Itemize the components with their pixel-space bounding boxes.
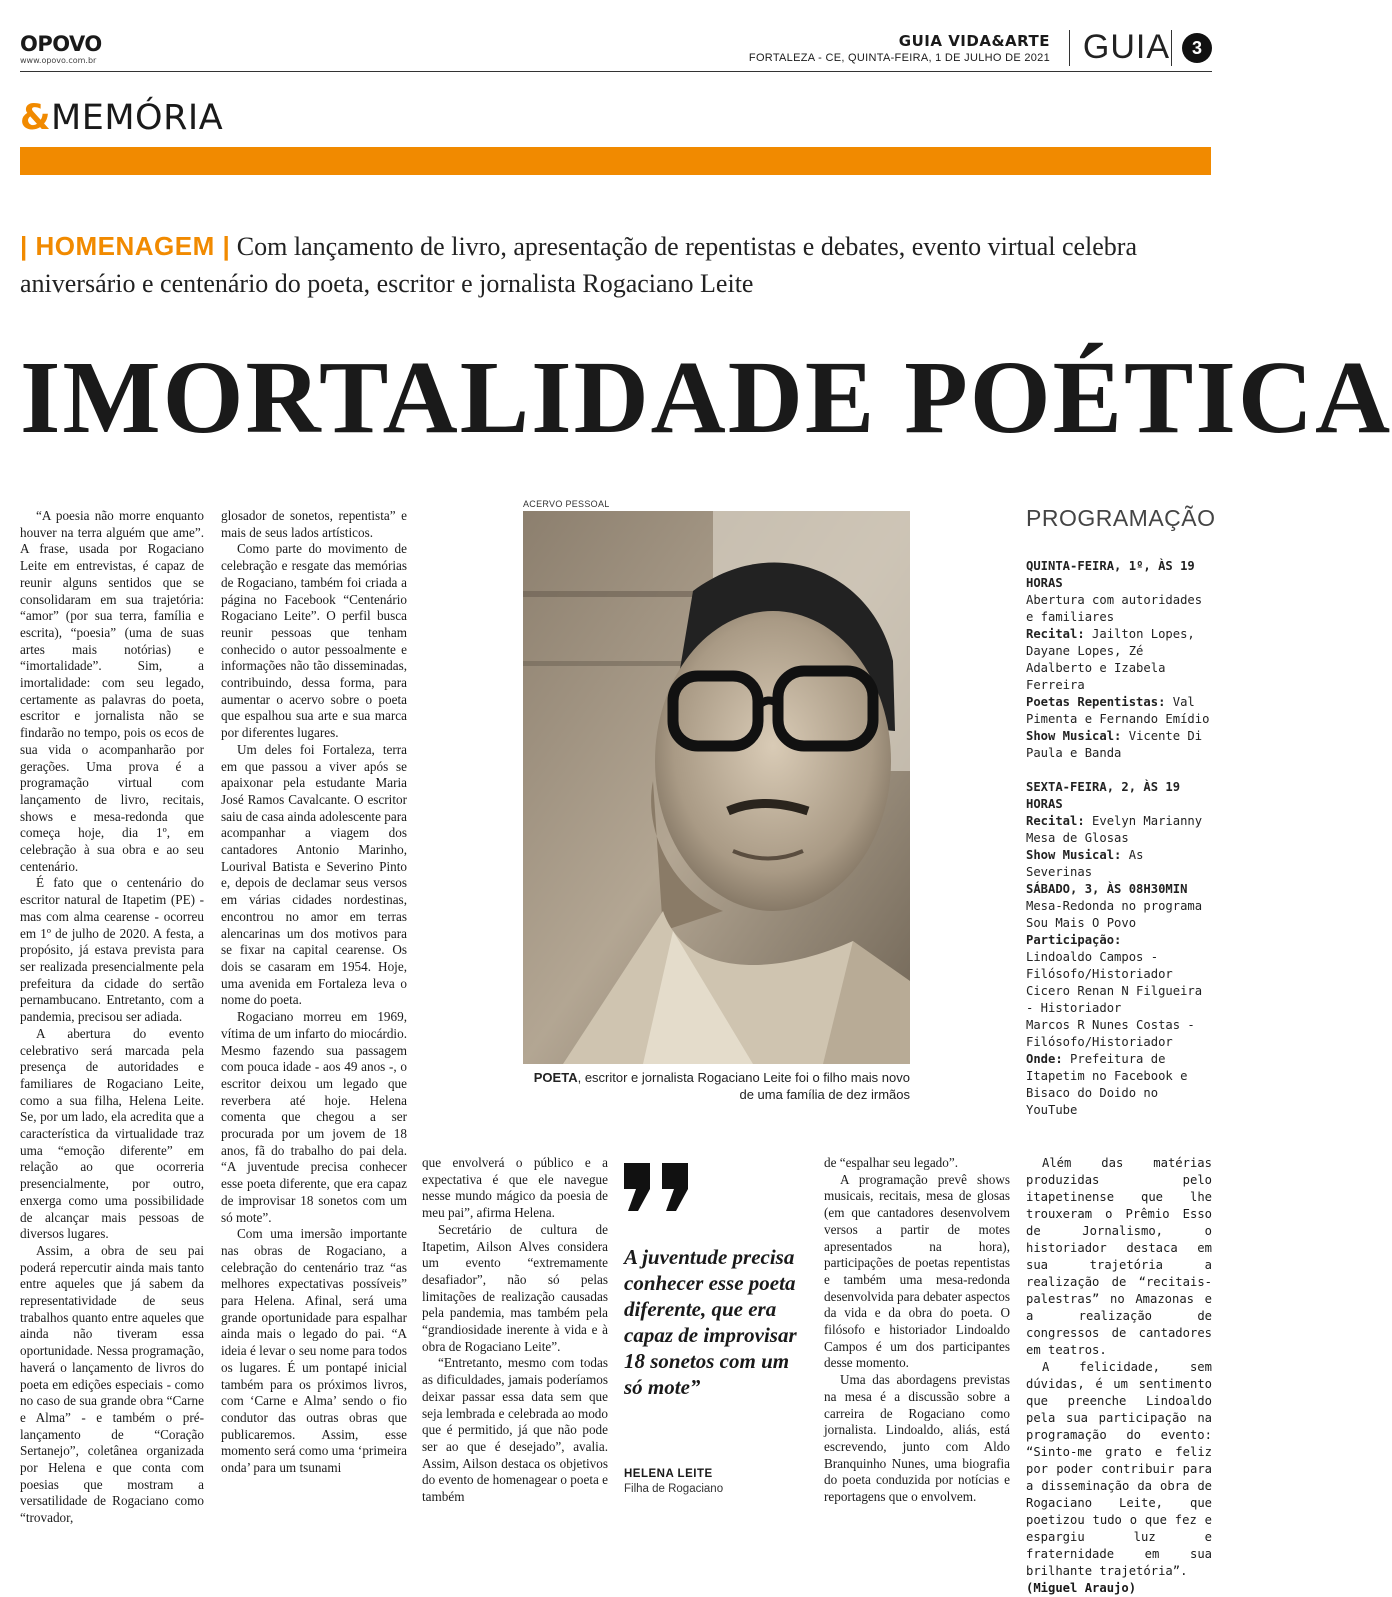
quote-mark-icon [624, 1163, 690, 1211]
section-bar [20, 147, 1211, 175]
item-value: Jailton Lopes, Dayane Lopes, Zé Adalberto e Izabela Ferreira [1026, 627, 1195, 692]
schedule-item: Lindoaldo Campos - Filósofo/Historiador [1026, 950, 1173, 981]
article-column-6 [1026, 1155, 1212, 1597]
programacao-title: PROGRAMAÇÃO [1026, 505, 1216, 531]
caption-text: , escritor e jornalista Rogaciano Leite foi o filho mais novo de uma família de dez irmãos [577, 1070, 910, 1102]
schedule-item: Cicero Renan N Filgueira - Historiador [1026, 984, 1203, 1015]
portrait-photo[interactable] [523, 511, 910, 1064]
paragraph: A felicidade, sem dúvidas, é um sentimento que preenche Lindoaldo pela sua participação na programação do evento: “Sinto-me grato e feliz por poder contribuir para a disseminação da obra de Rogaciano Leite, que poetizou tudo o que fez e espargiu luz e fraternidade em sua brilhante trajetória”. [1026, 1360, 1212, 1578]
item-value: Val Pimenta e Fernando Emídio [1026, 695, 1210, 726]
schedule-thursday [1026, 558, 1212, 762]
item-value: Evelyn Marianny [1084, 814, 1203, 828]
paragraph: “Entretanto, mesmo com todas as dificuldades, jamais poderíamos deixar passar essa data sem que seja lembrada e celebrada ao modo que é permitido, já que não pode ser ao que é desejado”, avalia. Assim, Ailson destaca os objetivos do evento de homenagear o poeta e também [422, 1355, 609, 1505]
item-label: Participação: [1026, 933, 1122, 947]
schedule-day: SEXTA-FEIRA, 2, ÀS 19 HORAS [1026, 780, 1181, 811]
masthead [20, 30, 1212, 72]
masthead-divider [1171, 30, 1172, 66]
masthead-divider [1069, 30, 1070, 66]
article-column-2 [221, 508, 407, 1477]
author-signature: (Miguel Araujo) [1026, 1581, 1137, 1595]
paragraph: Rogaciano morreu em 1969, vítima de um infarto do miocárdio. Mesmo fazendo sua passagem com pouca idade - aos 49 anos -, o escritor deixou um legado que reverbera até hoje. Helena comenta que chegou a ser procurada por um jovem de 18 anos, fã do trabalho do pai dela. “A juventude precisa conhecer esse poeta diferente, que era capaz de improvisar 18 sonetos com um só mote”. [221, 1009, 407, 1225]
item-label: Recital: [1026, 627, 1085, 641]
deck-tag: | HOMENAGEM | [20, 231, 231, 261]
deck [20, 228, 1170, 302]
schedule-day: SÁBADO, 3, ÀS 08H30MIN [1026, 882, 1188, 896]
headline: IMORTALIDADE POÉTICA [20, 340, 1392, 455]
paragraph: A abertura do evento celebrativo será marcada pela presença de autoridades e familiares de Rogaciano Leite, como a sua filha, Helena Leite. Se, por um lado, ela acredita que a característica da virtualidade traz uma “emoção diferente” em relação ao que ocorreria presencialmente, por outro, enxerga como uma possibilidade de alcançar mais pessoas de diversos lugares. [20, 1025, 204, 1242]
paragraph: Como parte do movimento de celebração e resgate das memórias de Rogaciano, também foi criada a página no Facebook “Centenário Rogaciano Leite”. O perfil busca reunir pessoas que tenham conhecido o autor pessoalmente e informações não tão disseminadas, contribuindo, dessa forma, para aumentar o acervo sobre o poeta que espalhou sua arte e sua marca por diferentes lugares. [221, 541, 407, 741]
schedule-item [1026, 626, 1212, 694]
caption-lead: POETA [533, 1070, 578, 1085]
paragraph: glosador de sonetos, repentista” e mais de seus lados artísticos. [221, 508, 407, 540]
item-label: Poetas Repentistas: [1026, 695, 1166, 709]
paragraph: que envolverá o público e a expectativa é que ele navegue nesse mundo mágico da poesia de meu pai”, afirma Helena. [422, 1155, 608, 1221]
schedule-item: Marcos R Nunes Costas - Filósofo/Historiador [1026, 1018, 1195, 1049]
guia-label: GUIA [1082, 28, 1170, 66]
schedule-item: Abertura com autoridades e familiares [1026, 593, 1203, 624]
schedule-item: Mesa-Redonda no programa Sou Mais O Povo [1026, 899, 1203, 930]
paragraph: É fato que o centenário do escritor natural de Itapetim (PE) - mas com alma cearense - ocorreu em 1º de julho de 2020. A festa, a propósito, já estava prevista para ser realizada presencialmente pela prefeitura da cidade do sertão pernambucano. Entretanto, com a pandemia, precisou ser adiada. [20, 875, 204, 1025]
article-column-3 [422, 1155, 608, 1506]
schedule-friday [1026, 779, 1212, 881]
item-value: Vicente Di Paula e Banda [1026, 729, 1203, 760]
paragraph: Assim, a obra de seu pai poderá repercutir ainda mais tanto entre aqueles que já sabem da representatividade de seus trabalhos quanto entre aqueles que ainda não tiveram essa oportunidade. Nessa programação, haverá o lançamento de livros do poeta em edições especiais - como no caso de sua grande obra “Carne e Alma” - e também o pré-lançamento de “Coração Sertanejo”, coletânea organizada por Helena e que conta com poesias que mostram a versatilidade de Rogaciano como “trovador, [20, 1242, 204, 1526]
quote-author: HELENA LEITE [624, 1468, 713, 1480]
paragraph: Secretário de cultura de Itapetim, Ailson Alves considera um evento “extremamente desafiador”, não só pelas limitações de realização causadas pela pandemia, mas também pela “grandiosidade inerente à vida e à obra de Rogaciano Leite”. [422, 1221, 608, 1354]
paragraph: “A poesia não morre enquanto houver na terra alguém que ame”. A frase, usada por Rogaciano Leite em entrevistas, é capaz de reunir alguns sentidos que se consolidaram em sua trajetória: “amor” (por sua terra, família e escrita), “poesia” (uma de suas artes mais notórias) e “imortalidade”. Sim, a imortalidade: com seu legado, certamente as palavras do poeta, escritor e jornalista não se findarão no tempo, pois os ecos de sua vida o acompanharão por gerações. Uma prova é a programação virtual com lançamento de livro, recitais, shows e mesa-redonda que começa hoje, dia 1º, em celebração à sua obra e ao seu centenário. [20, 508, 204, 874]
item-label: Onde: [1026, 1052, 1063, 1066]
item-label: Show Musical: [1026, 729, 1122, 743]
paragraph: Com uma imersão importante nas obras de Rogaciano, a celebração do centenário traz “as melhores expectativas possíveis” para Helena. Afinal, será uma grande oportunidade para espalhar ainda mais o legado do pai. “A ideia é levar o seu nome para todos os lugares. É um pontapé inicial também para os próximos livros, com ‘Carne e Alma’ sendo o fio condutor das outras obras que publicaremos. Assim, esse momento será como uma ‘primeira onda’ para um tsunami [221, 1226, 407, 1476]
section-header [20, 98, 223, 138]
item-value: Prefeitura de Itapetim no Facebook e Bisaco do Doido no YouTube [1026, 1052, 1188, 1117]
paragraph: Uma das abordagens previstas na mesa é a discussão sobre a carreira de Rogaciano como jornalista. Lindoaldo, aliás, está escrevendo, junto com Aldo Branquinho Nunes, uma biografia do poeta conduzida por notícias e reportagens que o envolvem. [824, 1372, 1010, 1505]
quote-author-role: Filha de Rogaciano [624, 1483, 724, 1495]
paragraph: Um deles foi Fortaleza, terra em que passou a viver após se apaixonar pela estudante Maria José Ramos Cavalcante. O escritor saiu de casa ainda adolescente para acompanhar a viagem dos cantadores Antonio Marinho, Lourival Batista e Severino Pinto e, depois de declamar seus versos em várias cidades nordestinas, encontrou no amor em terras alencarinas um dos motivos para se fixar na capital cearense. Os dois se casaram em 1954. Hoje, uma avenida em Fortaleza leva o nome do poeta. [221, 741, 407, 1008]
schedule-item [1026, 847, 1212, 881]
section-title: MEMÓRIA [51, 98, 224, 138]
schedule-item [1026, 1051, 1212, 1119]
photo-caption [523, 1069, 910, 1103]
schedule-item [1026, 728, 1212, 762]
dateline: FORTALEZA - CE, QUINTA-FEIRA, 1 DE JULHO DE 2021 [748, 52, 1050, 64]
newspaper-logo[interactable]: OPOVO [20, 32, 102, 56]
item-label: Recital: [1026, 814, 1085, 828]
item-label: Show Musical: [1026, 848, 1122, 862]
paragraph: Além das matérias produzidas pelo itapetinense que lhe trouxeram o Prêmio Esso de Jornalismo, o historiador destaca em sua trajetória a realização de “recitais-palestras” no Amazonas e a realização de congressos de cantadores em teatros. [1026, 1156, 1212, 1357]
schedule-day: QUINTA-FEIRA, 1º, ÀS 19 HORAS [1026, 559, 1195, 590]
paragraph: de “espalhar seu legado”. [824, 1155, 959, 1170]
section-name: GUIA VIDA&ARTE [898, 32, 1050, 50]
schedule-item [1026, 694, 1212, 728]
logo-url: www.opovo.com.br [20, 56, 97, 65]
deck-text: Com lançamento de livro, apresentação de repentistas e debates, evento virtual celebra aniversário e centenário do poeta, escritor e jornalista Rogaciano Leite [20, 232, 1138, 298]
article-column-5 [824, 1155, 1010, 1506]
ampersand-mark: & [20, 98, 52, 138]
item-value: As Severinas [1026, 848, 1144, 879]
photo-credit: ACERVO PESSOAL [523, 499, 610, 509]
schedule-item: Mesa de Glosas [1026, 831, 1129, 845]
paragraph: A programação prevê shows musicais, recitais, mesa de glosas (em que cantadores desenvolvem versos a partir de motes apresentados na hora), participações de poetas repentistas e também uma mesa-redonda desenvolvida para debater aspectos da vida e da obra do poeta. O filósofo e historiador Lindoaldo Campos é um dos participantes desse momento. [824, 1171, 1010, 1371]
pull-quote: A juventude precisa conhecer esse poeta diferente, que era capaz de improvisar 18 sonetos com um só mote” [624, 1245, 797, 1399]
schedule-saturday [1026, 881, 1212, 1119]
portrait-illustration [523, 511, 910, 1064]
page-number-badge: 3 [1182, 33, 1212, 63]
schedule-item [1026, 813, 1212, 830]
article-column-1 [20, 508, 204, 1527]
